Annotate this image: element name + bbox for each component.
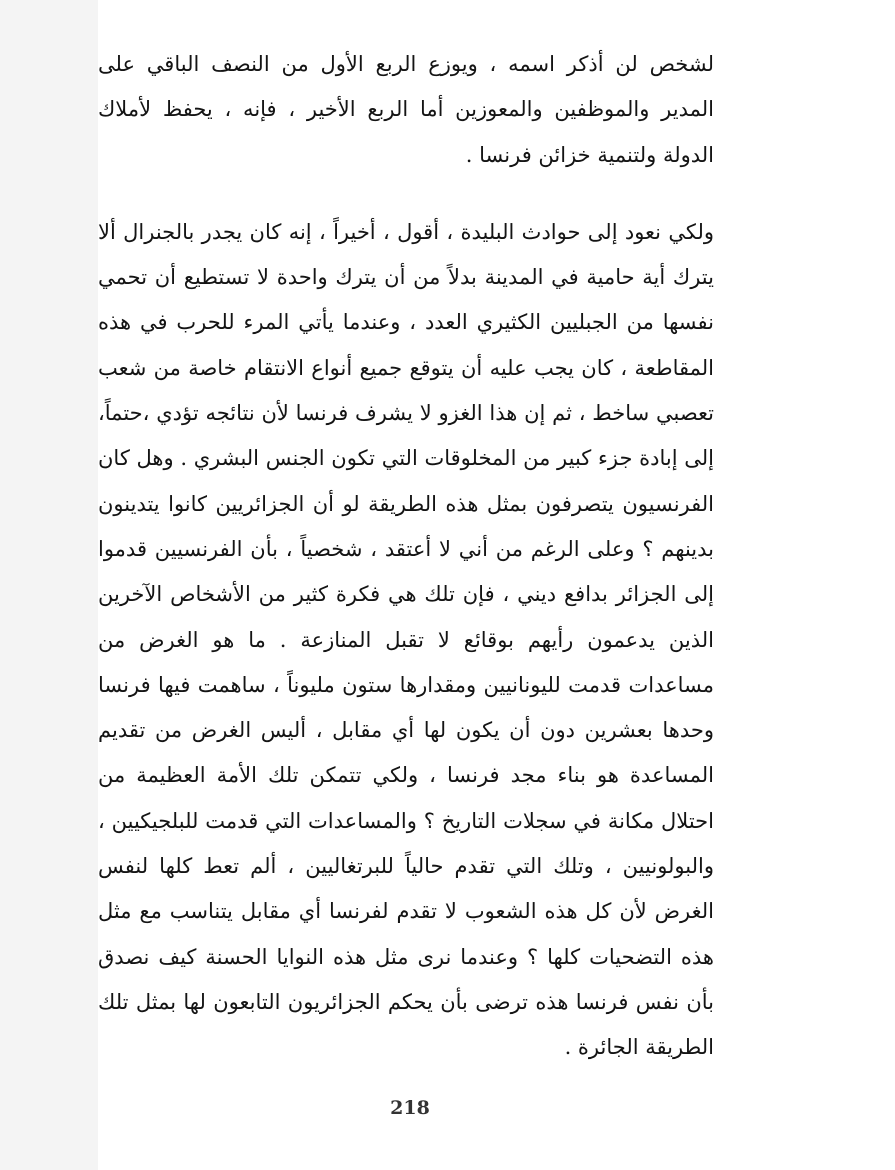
paragraph-1: لشخص لن أذكر اسمه ، ويوزع الربع الأول من النصف الباقي على المدير والموظفين والمعوزين أما الربع الأخير ، فإنه ، يحفظ لأملاك الدولة ولتنمية خزائن فرنسا . [98, 52, 714, 167]
body-text [98, 42, 714, 1071]
paragraph-2: ولكي نعود إلى حوادث البليدة ، أقول ، أخيراً ، إنه كان يجدر بالجنرال ألا يترك أية حامية في المدينة بدلاً من أن يترك واحدة لا تستطيع أن تحمي نفسها من الجبليين الكثيري العدد ، وعندما يأتي المرء للحرب في هذه المقاطعة ، كان يجب عليه أن يتوقع جميع أنواع الانتقام خاصة من شعب تعصبي ساخط ، ثم إن هذا الغزو لا يشرف فرنسا لأن نتائجه تؤدي ،حتماً، إلى إبادة جزء كبير من المخلوقات التي تكون الجنس البشري . وهل كان الفرنسيون يتصرفون بمثل هذه الطريقة لو أن الجزائريين كانوا يتدينون بدينهم ؟ وعلى الرغم من أني لا أعتقد ، شخصياً ، بأن الفرنسيين قدموا إلى الجزائر بدافع ديني ، فإن تلك هي فكرة كثير من الأشخاص الآخرين الذين يدعمون رأيهم بوقائع لا تقبل المنازعة . ما هو الغرض من مساعدات قدمت لليونانيين ومقدارها ستون مليوناً ، ساهمت فيها فرنسا وحدها بعشرين دون أن يكون لها أي مقابل ، أليس الغرض من تقديم المساعدة هو بناء مجد فرنسا ، ولكي تتمكن تلك الأمة العظيمة من احتلال مكانة في سجلات التاريخ ؟ والمساعدات التي قدمت للبلجيكيين ، والبولونيين ، وتلك التي تقدم حالياً للبرتغاليين ، ألم تعط كلها لنفس الغرض لأن كل هذه الشعوب لا تقدم لفرنسا أي مقابل يتناسب مع مثل هذه التضحيات كلها ؟ وعندما نرى مثل هذه النوايا الحسنة كيف نصدق بأن نفس فرنسا هذه ترضى بأن يحكم الجزائريون التابعون لها بمثل تلك الطريقة الجائرة . [98, 219, 714, 1060]
book-page [98, 0, 895, 1170]
page-number: 218 [390, 1097, 430, 1119]
paragraph-spacer [98, 178, 714, 210]
scan-gutter [0, 0, 98, 1170]
